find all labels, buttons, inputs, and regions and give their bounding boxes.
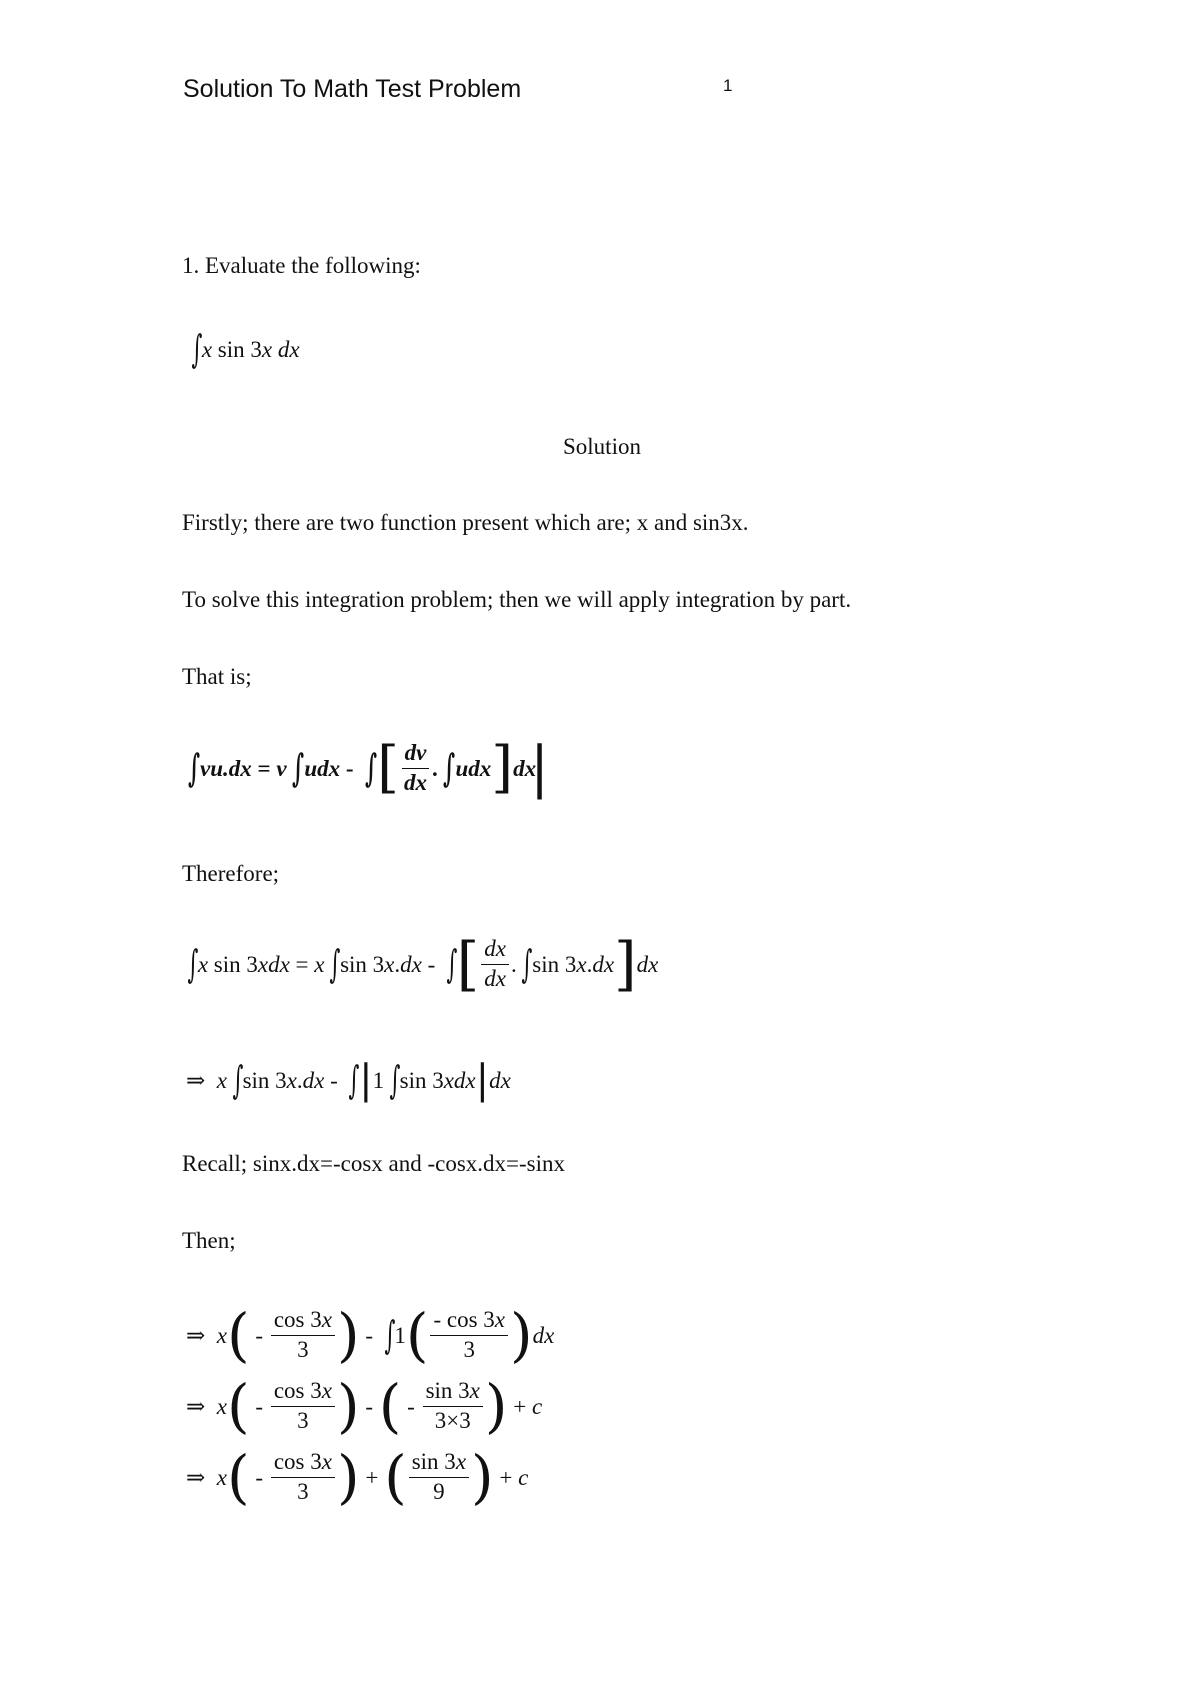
equation-step-5: ⇒ x ( - $\frac{\cos 3x}{3}$ ) + ( $\frac{\sin 3x}{9}$ ) + c bbox=[186, 1443, 529, 1511]
solution-heading: Solution bbox=[563, 434, 641, 459]
paragraph-therefore: Therefore; bbox=[182, 861, 280, 886]
paragraph-then: Then; bbox=[182, 1228, 236, 1253]
paragraph-that-is: That is; bbox=[182, 664, 252, 689]
paragraph-recall: Recall; sinx.dx=-cosx and -cosx.dx=-sinx bbox=[182, 1151, 566, 1176]
equation-step-4: ⇒ x ( - $\frac{\cos 3x}{3}$ ) - ( - $\frac{\sin 3x}{3\times 3}$ ) + c bbox=[186, 1372, 543, 1440]
equation-step-1: ∫ x sin 3 xdx = x ∫ sin 3 x . dx - ∫ [ $\frac{dx}{dx}$ . ∫ sin 3 x . dx ] dx bbox=[187, 930, 659, 998]
question-integral: ∫ x sin 3 x dx bbox=[191, 327, 300, 371]
paragraph-method: To solve this integration problem; then we will apply integration by part. bbox=[182, 587, 852, 612]
formula-integration-by-parts: ∫ vu.dx = v ∫ udx - ∫ [ $\frac{dv}{dx}$ . ∫ udx ] dx | bbox=[187, 735, 549, 800]
question-label: 1. Evaluate the following: bbox=[182, 253, 421, 278]
document-title: Solution To Math Test Problem bbox=[183, 75, 522, 103]
equation-step-3: ⇒ x ( - $\frac{\cos 3x}{3}$ ) - ∫ 1 ( $\frac{- \cos 3x}{3}$ ) dx bbox=[186, 1301, 555, 1369]
page-number: 1 bbox=[723, 76, 733, 95]
paragraph-intro: Firstly; there are two function present which are; x and sin3x. bbox=[182, 510, 749, 535]
equation-step-2: ⇒ x ∫ sin 3 x . dx - ∫ | 1 ∫ sin 3 xdx | dx bbox=[186, 1057, 511, 1103]
